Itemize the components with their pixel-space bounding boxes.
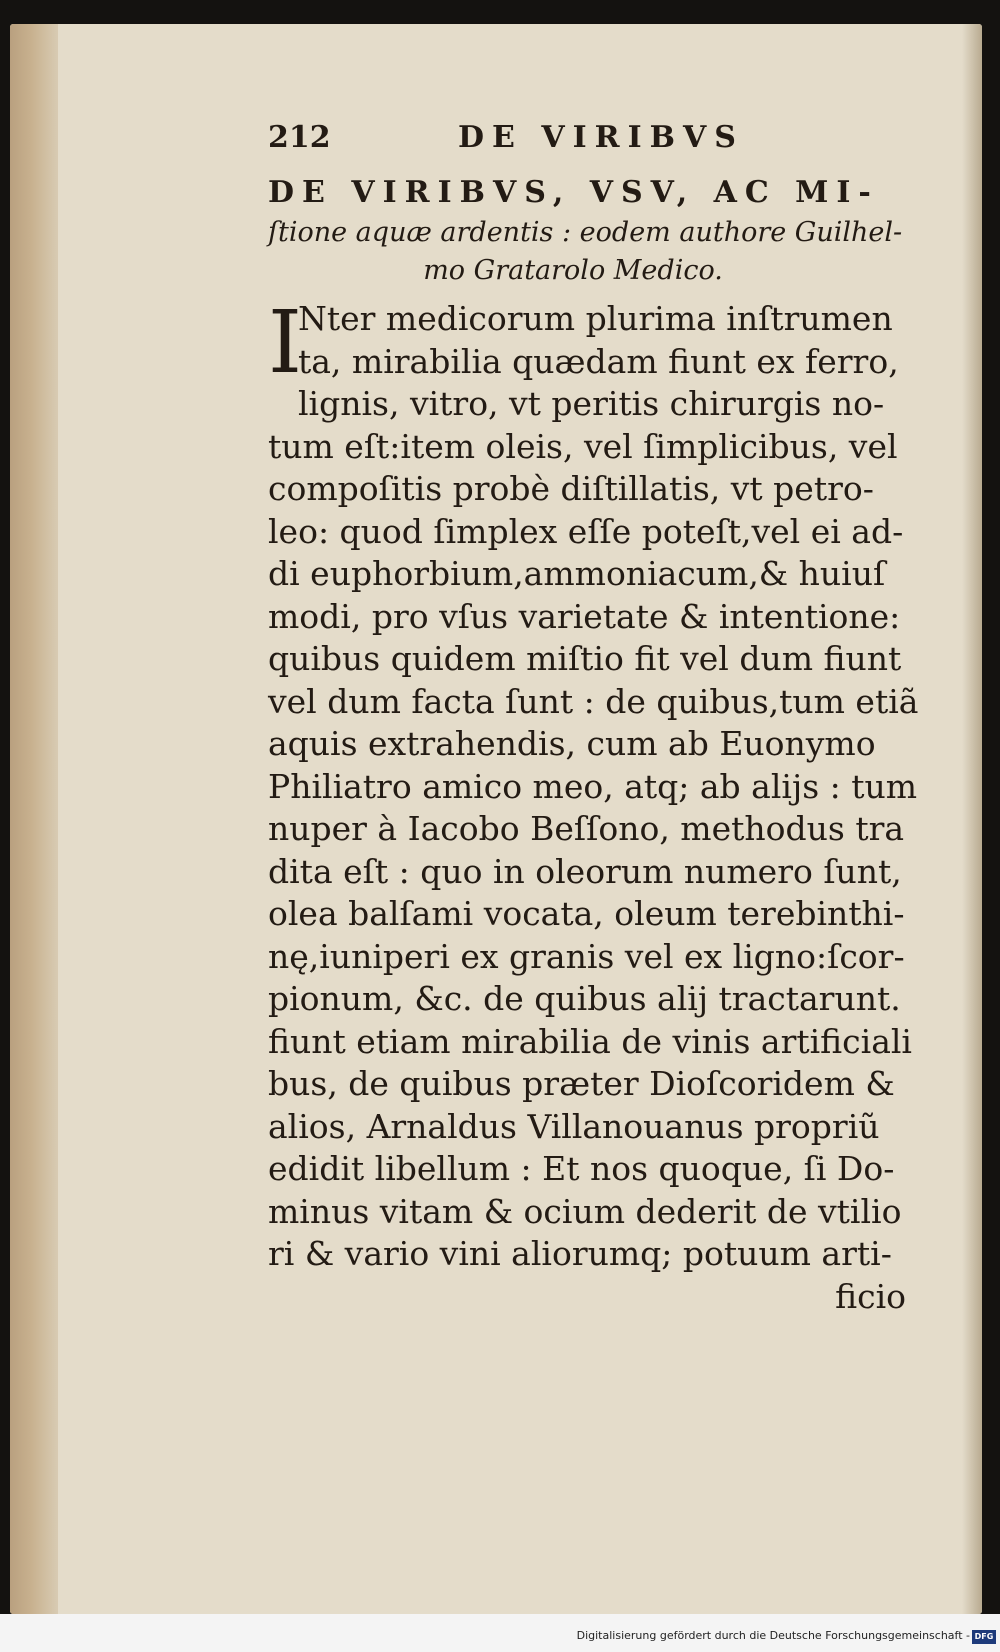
text-line: bus, de quibus præter Dioſcoridem &: [268, 1064, 895, 1103]
subtitle-line: mo Gratarolo Medico.: [423, 255, 723, 286]
text-line: nę,iuniperi ex granis vel ex ligno:ſcor-: [268, 936, 905, 976]
text-line: ta, mirabilia quædam fiunt ex ferro,: [298, 341, 899, 381]
text-line: lignis, vitro, vt peritis chirurgis no-: [298, 384, 885, 423]
text-line: vel dum facta ſunt : de quibus,tum etiã: [268, 681, 919, 721]
text-line: nuper à Iacobo Beſſono, methodus tra: [268, 809, 905, 848]
text-line: olea balſami vocata, oleum terebinthi-: [268, 894, 905, 933]
book-page: [10, 24, 982, 1614]
body-text: [268, 293, 968, 1318]
footer-strip: [0, 1614, 1000, 1652]
drop-initial: I: [268, 293, 302, 393]
running-head: [268, 112, 968, 164]
text-line: aquis extrahendis, cum ab Euonymo: [268, 724, 876, 763]
text-line: Philiatro amico meo, atq; ab alijs : tum: [268, 766, 918, 806]
text-line: tum eſt:item oleis, vel ſimplicibus, vel: [268, 426, 898, 466]
text-line: edidit libellum : Et nos quoque, ſi Do-: [268, 1149, 895, 1188]
text-line: pionum, &c. de quibus alij tractarunt.: [268, 979, 901, 1018]
text-line: dita eſt : quo in oleorum numero ſunt,: [268, 851, 902, 891]
subtitle-line: ſtione aquæ ardentis : eodem authore Guilhel-: [268, 217, 903, 248]
catchword: ficio: [835, 1276, 906, 1316]
funding-credit: Digitalisierung gefördert durch die Deutsche Forschungsgemeinschaft -: [576, 1629, 970, 1642]
text-line: compoſitis probè diſtillatis, vt petro-: [268, 469, 874, 508]
text-line: quibus quidem miſtio fit vel dum fiunt: [268, 639, 902, 678]
text-block: [268, 112, 968, 1318]
text-line: leo: quod ſimplex eſſe poteſt,vel ei ad-: [268, 511, 904, 551]
dfg-logo-icon: DFG: [972, 1630, 996, 1644]
text-line: Nter medicorum plurima inſtrumen: [298, 299, 893, 338]
page-edge: [10, 24, 58, 1614]
page-number: 212: [268, 120, 331, 155]
text-line: fiunt etiam mirabilia de vinis artificiali: [268, 1021, 912, 1061]
running-head-title: DE VIRIBVS: [458, 120, 744, 155]
text-line: minus vitam & ocium dederit de vtilio: [268, 1191, 902, 1231]
text-line: di euphorbium,ammoniacum,& huiuſ: [268, 554, 886, 593]
text-line: ri & vario vini aliorumq; potuum arti-: [268, 1234, 892, 1273]
text-line: modi, pro vſus varietate & intentione:: [268, 596, 901, 636]
text-line: alios, Arnaldus Villanouanus propriũ: [268, 1106, 880, 1146]
section-heading: DE VIRIBVS, VSV, AC MI-: [268, 175, 879, 210]
